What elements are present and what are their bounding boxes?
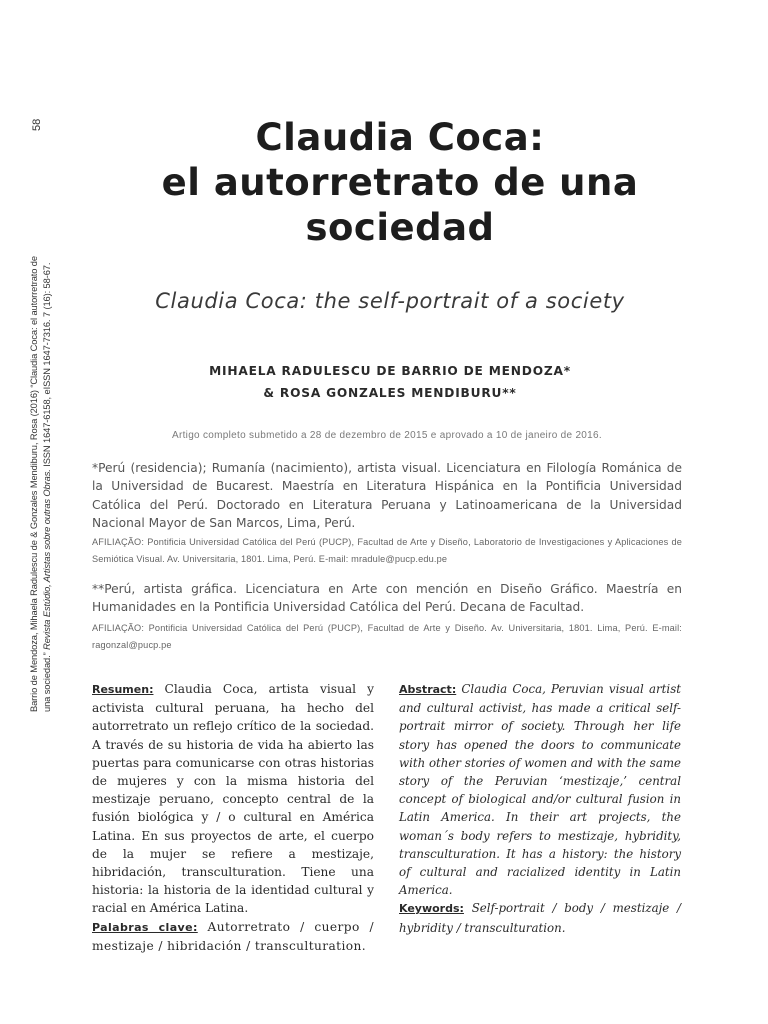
abstract-label: Abstract:: [399, 683, 457, 696]
palabras-clave-text: Autorretrato / cuerpo / mestizaje / hibridación / transculturation.: [92, 919, 374, 953]
title-line-3: sociedad: [305, 206, 495, 249]
journal-name: Revista Estúdio, Artistas sobre outras Obras.: [42, 469, 52, 650]
page-number: 58: [31, 118, 43, 131]
keywords-label: Keywords:: [399, 902, 464, 916]
article-title: [120, 115, 680, 250]
authors: [130, 360, 650, 404]
author-1-affiliation: AFILIAÇÃO: Pontificia Universidad Católica del Perú (PUCP), Facultad de Arte y Diseño, Laboratorio de Investigaciones y Aplicaciones de Semiótica Visual. Av. Universitaria, 1801. Lima, Perú. E-mail: mradule@pucp.edu.pe: [92, 537, 682, 564]
abstract-column: [399, 680, 681, 937]
author-1-bio: *Perú (residencia); Rumanía (nacimiento), artista visual. Licenciatura en Filología Románica de la Universidad de Bucarest. Maestría en Literatura Hispánica en la Pontificia Universidad Católica del Perú. Doctorado en Literatura Peruana y Latinoamericana de la Universidad Nacional Mayor de San Marcos, Lima, Perú.: [92, 461, 682, 531]
palabras-clave-label: Palabras clave:: [92, 920, 198, 934]
article-subtitle: Claudia Coca: the self-portrait of a society: [155, 289, 625, 313]
resumen-label: Resumen:: [92, 683, 154, 696]
author-2: & ROSA GONZALES MENDIBURU**: [263, 386, 517, 400]
abstract-paragraph: [399, 680, 681, 899]
title-line-1: Claudia Coca:: [255, 116, 545, 159]
author-2-affiliation: AFILIAÇÃO: Pontificia Universidad Católica del Perú (PUCP), Facultad de Arte y Diseño. Av. Universitaria, 1801. Lima, Perú. E-mail: ragonzal@pucp.pe: [92, 623, 682, 650]
citation-sidebar: [28, 232, 54, 712]
author-2-bio: **Perú, artista gráfica. Licenciatura en Arte con mención en Diseño Gráfico. Maestría en Humanidades en la Pontificia Universidad Católica del Perú. Decana de Facultad.: [92, 582, 682, 615]
author-1: MIHAELA RADULESCU DE BARRIO DE MENDOZA*: [209, 364, 571, 378]
keywords: [399, 899, 681, 936]
palabras-clave: [92, 918, 374, 955]
resumen-paragraph: [92, 680, 374, 918]
title-line-2: el autorretrato de una: [161, 161, 639, 204]
resumen-text: Claudia Coca, artista visual y activista cultural peruana, ha hecho del autorretrato un reflejo crítico de la sociedad. A través de su historia de vida ha abierto las puertas para comunicarse con otras historias de mujeres y con la misma historia del mestizaje peruano, concepto central de la fusión biológica y / o cultural en América Latina. En sus proyectos de arte, el cuerpo de la mujer se refiere a mestizaje, hibridación, transculturation. Tiene una historia: la historia de la identidad cultural y racial en América Latina.: [92, 682, 374, 916]
citation-line-1: Barrio de Mendoza, Mihaela Radulescu de & Gonzales Mendiburu, Rosa (2016) “Claudia Coca: el autorretrato de: [29, 256, 39, 712]
submission-note: Artigo completo submetido a 28 de dezembro de 2015 e aprovado a 10 de janeiro de 2016.: [172, 430, 602, 441]
keywords-text: Self-portrait / body / mestizaje / hybridity / transculturation.: [399, 901, 681, 935]
abstract-text: Claudia Coca, Peruvian visual artist and cultural activist, has made a critical self-portrait mirror of society. Through her life story has opened the doors to communicate with other stories of women and with the same story of the Peruvian ‘mestizaje,’ central concept of biological and/or cultural fusion in Latin America. In their art projects, the woman´s body refers to mestizaje, hybridity, transculturation. It has a history: the history of cultural and racialized identity in Latin America.: [399, 682, 682, 898]
resumen-column: [92, 680, 374, 955]
citation-line-2: una sociedad.” Revista Estúdio, Artistas sobre outras Obras. ISSN 1647-6158, eISSN 1647-7316. 7 (16): 58-67.: [42, 262, 52, 712]
